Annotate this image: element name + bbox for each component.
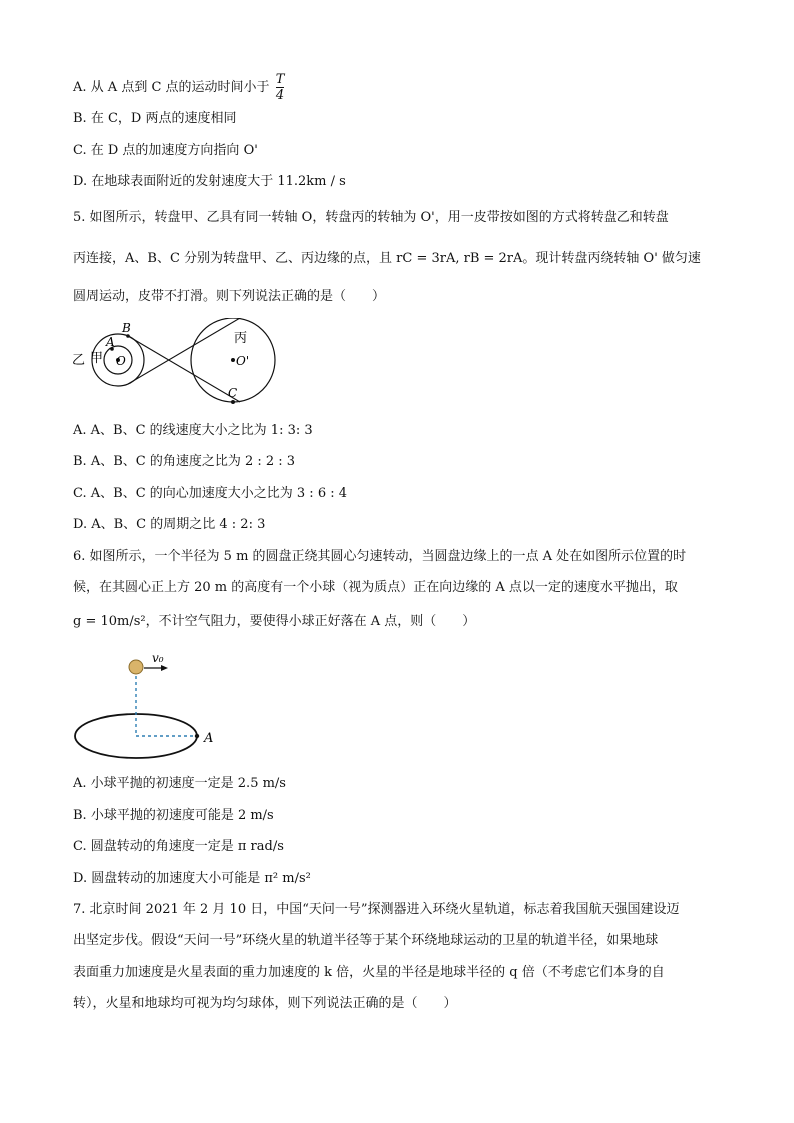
point-c <box>231 400 235 404</box>
label-yi: 乙 <box>72 353 86 368</box>
q7-stem-line2: 出坚定步伐。假设“天问一号”环绕火星的轨道半径等于某个环绕地球运动的卫星的轨道半径，如果地球 <box>73 933 659 948</box>
q4-option-a-fraction <box>276 72 285 103</box>
q7-stem-line1: 7. 北京时间 2021 年 2 月 10 日，中国“天问一号”探测器进入环绕火星轨道，标志着我国航天强国建设迈 <box>73 902 680 917</box>
q5-stem-line2: 丙连接，A、B、C 分别为转盘甲、乙、丙边缘的点，且 rC = 3rA, rB = 2rA。现计转盘丙绕转轴 O' 做匀速 <box>73 251 701 266</box>
label-o2: O' <box>236 354 250 368</box>
q6-disc-figure <box>72 648 232 760</box>
q5-option-b[interactable]: B. A、B、C 的角速度之比为 2 : 2 : 3 <box>73 454 296 469</box>
q6-stem-line2: 候，在其圆心正上方 20 m 的高度有一个小球（视为质点）正在向边缘的 A 点以一定的速度水平抛出，取 <box>73 580 678 595</box>
q6-stem-line1: 6. 如图所示，一个半径为 5 m 的圆盘正绕其圆心匀速转动，当圆盘边缘上的一点 A 处在如图所示位置的时 <box>73 549 687 564</box>
label-v0: v₀ <box>152 651 164 665</box>
q5-stem-line3: 圆周运动，皮带不打滑。则下列说法正确的是（ ） <box>73 289 386 304</box>
label-jia: 甲 <box>90 351 104 366</box>
belt-upper <box>128 336 240 402</box>
belt-lower <box>128 318 240 384</box>
q7-stem-line4: 转），火星和地球均可视为均匀球体，则下列说法正确的是（ ） <box>73 996 457 1011</box>
q6-option-a[interactable]: A. 小球平抛的初速度一定是 2.5 m/s <box>73 776 286 791</box>
q5-option-a[interactable]: A. A、B、C 的线速度大小之比为 1: 3: 3 <box>73 423 313 438</box>
q4-option-b[interactable]: B. 在 C，D 两点的速度相同 <box>73 111 237 126</box>
q4-option-a-text: 从 A 点到 C 点的运动时间小于 <box>90 80 270 95</box>
q7-stem-line3: 表面重力加速度是火星表面的重力加速度的 k 倍，火星的半径是地球半径的 q 倍（不考虑它们本身的自 <box>73 965 665 980</box>
fraction-numerator: T <box>275 72 285 87</box>
point-a <box>195 734 199 738</box>
q4-option-a-label: A. <box>73 80 87 95</box>
q4-option-d[interactable]: D. 在地球表面附近的发射速度大于 11.2km / s <box>73 174 346 189</box>
q5-option-d[interactable]: D. A、B、C 的周期之比 4 : 2: 3 <box>73 517 266 532</box>
point-o2 <box>231 358 235 362</box>
velocity-arrow-head <box>161 665 168 671</box>
q4-option-a[interactable] <box>73 72 284 103</box>
ball <box>129 660 143 674</box>
q6-option-c[interactable]: C. 圆盘转动的角速度一定是 π rad/s <box>73 839 284 854</box>
label-bing: 丙 <box>234 331 248 346</box>
fraction-denominator: 4 <box>275 88 285 103</box>
label-a: A <box>106 335 115 349</box>
q6-stem-line3: g = 10m/s²，不计空气阻力，要使得小球正好落在 A 点，则（ ） <box>73 614 476 629</box>
label-o: O <box>116 354 126 368</box>
q6-option-b[interactable]: B. 小球平抛的初速度可能是 2 m/s <box>73 808 274 823</box>
q5-option-c[interactable]: C. A、B、C 的向心加速度大小之比为 3 : 6 : 4 <box>73 486 348 501</box>
q5-pulley-figure <box>68 318 288 410</box>
label-c: C <box>228 386 238 400</box>
label-a: A <box>204 731 214 746</box>
q5-stem-line1: 5. 如图所示，转盘甲、乙具有同一转轴 O，转盘丙的转轴为 O'，用一皮带按如图的方式将转盘乙和转盘 <box>73 210 669 225</box>
label-b: B <box>122 321 131 335</box>
q6-option-d[interactable]: D. 圆盘转动的加速度大小可能是 π² m/s² <box>73 871 311 886</box>
q4-option-c[interactable]: C. 在 D 点的加速度方向指向 O' <box>73 143 258 158</box>
